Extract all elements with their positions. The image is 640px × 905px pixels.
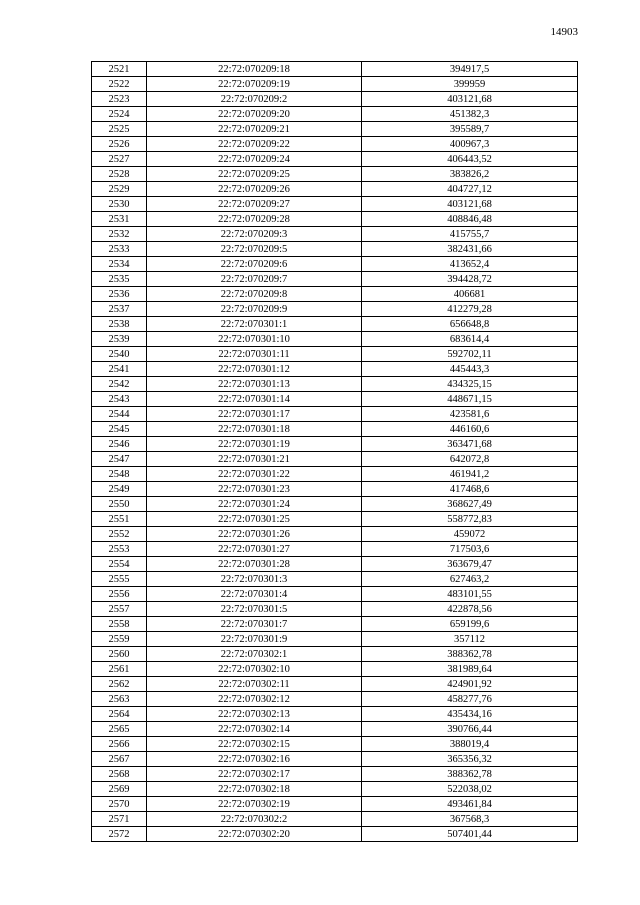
table-row (92, 167, 578, 182)
row-number-cell: 2564 (92, 707, 147, 722)
row-number-cell: 2560 (92, 647, 147, 662)
table-row (92, 437, 578, 452)
row-number-cell: 2540 (92, 347, 147, 362)
cadastral-number-cell: 22:72:070301:19 (147, 437, 362, 452)
row-number-cell: 2550 (92, 497, 147, 512)
cadastral-number-cell: 22:72:070301:7 (147, 617, 362, 632)
cadastral-number-cell: 22:72:070302:2 (147, 812, 362, 827)
row-number-cell: 2548 (92, 467, 147, 482)
table-row (92, 602, 578, 617)
cadastral-number-cell: 22:72:070302:20 (147, 827, 362, 842)
value-cell: 423581,6 (362, 407, 578, 422)
value-cell: 417468,6 (362, 482, 578, 497)
row-number-cell: 2566 (92, 737, 147, 752)
table-row (92, 287, 578, 302)
cadastral-number-cell: 22:72:070209:6 (147, 257, 362, 272)
row-number-cell: 2557 (92, 602, 147, 617)
table-row (92, 662, 578, 677)
value-cell: 394428,72 (362, 272, 578, 287)
cadastral-number-cell: 22:72:070302:14 (147, 722, 362, 737)
value-cell: 522038,02 (362, 782, 578, 797)
cadastral-number-cell: 22:72:070301:26 (147, 527, 362, 542)
row-number-cell: 2554 (92, 557, 147, 572)
value-cell: 656648,8 (362, 317, 578, 332)
value-cell: 424901,92 (362, 677, 578, 692)
cadastral-number-cell: 22:72:070209:5 (147, 242, 362, 257)
row-number-cell: 2559 (92, 632, 147, 647)
row-number-cell: 2555 (92, 572, 147, 587)
table-row (92, 587, 578, 602)
row-number-cell: 2568 (92, 767, 147, 782)
row-number-cell: 2541 (92, 362, 147, 377)
row-number-cell: 2522 (92, 77, 147, 92)
value-cell: 406443,52 (362, 152, 578, 167)
value-cell: 451382,3 (362, 107, 578, 122)
table-row (92, 257, 578, 272)
table-row (92, 707, 578, 722)
cadastral-number-cell: 22:72:070209:18 (147, 62, 362, 77)
row-number-cell: 2537 (92, 302, 147, 317)
page-number: 14903 (550, 26, 578, 38)
table-row (92, 182, 578, 197)
value-cell: 422878,56 (362, 602, 578, 617)
value-cell: 399959 (362, 77, 578, 92)
value-cell: 363471,68 (362, 437, 578, 452)
cadastral-number-cell: 22:72:070209:25 (147, 167, 362, 182)
row-number-cell: 2544 (92, 407, 147, 422)
row-number-cell: 2527 (92, 152, 147, 167)
cadastral-number-cell: 22:72:070301:10 (147, 332, 362, 347)
value-cell: 382431,66 (362, 242, 578, 257)
cadastral-number-cell: 22:72:070302:19 (147, 797, 362, 812)
row-number-cell: 2535 (92, 272, 147, 287)
row-number-cell: 2561 (92, 662, 147, 677)
row-number-cell: 2532 (92, 227, 147, 242)
table-row (92, 482, 578, 497)
cadastral-number-cell: 22:72:070302:18 (147, 782, 362, 797)
table-row (92, 722, 578, 737)
cadastral-number-cell: 22:72:070302:16 (147, 752, 362, 767)
value-cell: 363679,47 (362, 557, 578, 572)
row-number-cell: 2572 (92, 827, 147, 842)
cadastral-number-cell: 22:72:070302:13 (147, 707, 362, 722)
cadastral-number-cell: 22:72:070302:15 (147, 737, 362, 752)
value-cell: 408846,48 (362, 212, 578, 227)
cadastral-number-cell: 22:72:070301:1 (147, 317, 362, 332)
value-cell: 448671,15 (362, 392, 578, 407)
table-row (92, 347, 578, 362)
table-row (92, 92, 578, 107)
value-cell: 388362,78 (362, 767, 578, 782)
cadastral-number-cell: 22:72:070209:24 (147, 152, 362, 167)
row-number-cell: 2534 (92, 257, 147, 272)
table-row (92, 242, 578, 257)
row-number-cell: 2571 (92, 812, 147, 827)
row-number-cell: 2562 (92, 677, 147, 692)
value-cell: 394917,5 (362, 62, 578, 77)
table-row (92, 62, 578, 77)
table-row (92, 497, 578, 512)
row-number-cell: 2530 (92, 197, 147, 212)
table-row (92, 617, 578, 632)
cadastral-number-cell: 22:72:070301:21 (147, 452, 362, 467)
table-row (92, 407, 578, 422)
cadastral-number-cell: 22:72:070301:24 (147, 497, 362, 512)
value-cell: 390766,44 (362, 722, 578, 737)
cadastral-number-cell: 22:72:070209:9 (147, 302, 362, 317)
table-row (92, 197, 578, 212)
row-number-cell: 2539 (92, 332, 147, 347)
cadastral-number-cell: 22:72:070301:17 (147, 407, 362, 422)
row-number-cell: 2563 (92, 692, 147, 707)
table-row (92, 137, 578, 152)
cadastral-number-cell: 22:72:070209:27 (147, 197, 362, 212)
value-cell: 388019,4 (362, 737, 578, 752)
cadastral-number-cell: 22:72:070302:11 (147, 677, 362, 692)
value-cell: 435434,16 (362, 707, 578, 722)
table-row (92, 512, 578, 527)
value-cell: 558772,83 (362, 512, 578, 527)
row-number-cell: 2549 (92, 482, 147, 497)
table-row (92, 647, 578, 662)
row-number-cell: 2546 (92, 437, 147, 452)
row-number-cell: 2528 (92, 167, 147, 182)
value-cell: 388362,78 (362, 647, 578, 662)
table-row (92, 542, 578, 557)
cadastral-number-cell: 22:72:070301:13 (147, 377, 362, 392)
value-cell: 413652,4 (362, 257, 578, 272)
table-row (92, 527, 578, 542)
cadastral-number-cell: 22:72:070302:12 (147, 692, 362, 707)
table-row (92, 392, 578, 407)
value-cell: 367568,3 (362, 812, 578, 827)
table-row (92, 557, 578, 572)
value-cell: 357112 (362, 632, 578, 647)
cadastral-number-cell: 22:72:070209:19 (147, 77, 362, 92)
value-cell: 395589,7 (362, 122, 578, 137)
cadastral-number-cell: 22:72:070301:22 (147, 467, 362, 482)
value-cell: 461941,2 (362, 467, 578, 482)
cadastral-number-cell: 22:72:070301:5 (147, 602, 362, 617)
row-number-cell: 2525 (92, 122, 147, 137)
table-row (92, 692, 578, 707)
value-cell: 368627,49 (362, 497, 578, 512)
value-cell: 683614,4 (362, 332, 578, 347)
table-row (92, 122, 578, 137)
value-cell: 445443,3 (362, 362, 578, 377)
table-row (92, 77, 578, 92)
cadastral-number-cell: 22:72:070209:20 (147, 107, 362, 122)
table-row (92, 632, 578, 647)
cadastral-number-cell: 22:72:070302:1 (147, 647, 362, 662)
value-cell: 458277,76 (362, 692, 578, 707)
cadastral-number-cell: 22:72:070301:12 (147, 362, 362, 377)
row-number-cell: 2523 (92, 92, 147, 107)
value-cell: 381989,64 (362, 662, 578, 677)
table-row (92, 272, 578, 287)
value-cell: 415755,7 (362, 227, 578, 242)
row-number-cell: 2524 (92, 107, 147, 122)
row-number-cell: 2531 (92, 212, 147, 227)
value-cell: 627463,2 (362, 572, 578, 587)
value-cell: 403121,68 (362, 197, 578, 212)
row-number-cell: 2547 (92, 452, 147, 467)
cadastral-number-cell: 22:72:070302:17 (147, 767, 362, 782)
row-number-cell: 2567 (92, 752, 147, 767)
table-row (92, 677, 578, 692)
table-row (92, 782, 578, 797)
table-row (92, 107, 578, 122)
row-number-cell: 2551 (92, 512, 147, 527)
cadastral-number-cell: 22:72:070209:21 (147, 122, 362, 137)
row-number-cell: 2526 (92, 137, 147, 152)
value-cell: 383826,2 (362, 167, 578, 182)
value-cell: 483101,55 (362, 587, 578, 602)
value-cell: 400967,3 (362, 137, 578, 152)
cadastral-number-cell: 22:72:070301:23 (147, 482, 362, 497)
registry-table-body (92, 62, 578, 842)
value-cell: 406681 (362, 287, 578, 302)
cadastral-number-cell: 22:72:070301:28 (147, 557, 362, 572)
table-row (92, 572, 578, 587)
value-cell: 659199,6 (362, 617, 578, 632)
cadastral-number-cell: 22:72:070209:7 (147, 272, 362, 287)
row-number-cell: 2552 (92, 527, 147, 542)
table-row (92, 752, 578, 767)
row-number-cell: 2529 (92, 182, 147, 197)
cadastral-number-cell: 22:72:070301:4 (147, 587, 362, 602)
cadastral-number-cell: 22:72:070301:14 (147, 392, 362, 407)
table-row (92, 812, 578, 827)
value-cell: 459072 (362, 527, 578, 542)
table-row (92, 827, 578, 842)
value-cell: 403121,68 (362, 92, 578, 107)
cadastral-number-cell: 22:72:070209:26 (147, 182, 362, 197)
row-number-cell: 2556 (92, 587, 147, 602)
value-cell: 493461,84 (362, 797, 578, 812)
value-cell: 446160,6 (362, 422, 578, 437)
row-number-cell: 2545 (92, 422, 147, 437)
cadastral-number-cell: 22:72:070301:3 (147, 572, 362, 587)
value-cell: 412279,28 (362, 302, 578, 317)
cadastral-number-cell: 22:72:070209:3 (147, 227, 362, 242)
cadastral-number-cell: 22:72:070302:10 (147, 662, 362, 677)
cadastral-number-cell: 22:72:070301:27 (147, 542, 362, 557)
value-cell: 365356,32 (362, 752, 578, 767)
cadastral-number-cell: 22:72:070209:2 (147, 92, 362, 107)
cadastral-number-cell: 22:72:070301:25 (147, 512, 362, 527)
row-number-cell: 2569 (92, 782, 147, 797)
row-number-cell: 2538 (92, 317, 147, 332)
value-cell: 404727,12 (362, 182, 578, 197)
table-row (92, 152, 578, 167)
row-number-cell: 2542 (92, 377, 147, 392)
table-row (92, 737, 578, 752)
table-row (92, 227, 578, 242)
table-row (92, 317, 578, 332)
table-row (92, 362, 578, 377)
table-row (92, 377, 578, 392)
table-row (92, 767, 578, 782)
row-number-cell: 2536 (92, 287, 147, 302)
row-number-cell: 2565 (92, 722, 147, 737)
cadastral-number-cell: 22:72:070209:22 (147, 137, 362, 152)
table-row (92, 332, 578, 347)
table-row (92, 452, 578, 467)
value-cell: 717503,6 (362, 542, 578, 557)
cadastral-number-cell: 22:72:070301:11 (147, 347, 362, 362)
cadastral-number-cell: 22:72:070301:9 (147, 632, 362, 647)
value-cell: 434325,15 (362, 377, 578, 392)
cadastral-number-cell: 22:72:070209:8 (147, 287, 362, 302)
table-row (92, 302, 578, 317)
registry-table (91, 61, 578, 842)
table-row (92, 422, 578, 437)
row-number-cell: 2533 (92, 242, 147, 257)
row-number-cell: 2558 (92, 617, 147, 632)
table-row (92, 797, 578, 812)
row-number-cell: 2570 (92, 797, 147, 812)
value-cell: 592702,11 (362, 347, 578, 362)
row-number-cell: 2553 (92, 542, 147, 557)
value-cell: 642072,8 (362, 452, 578, 467)
row-number-cell: 2521 (92, 62, 147, 77)
cadastral-number-cell: 22:72:070209:28 (147, 212, 362, 227)
value-cell: 507401,44 (362, 827, 578, 842)
table-row (92, 212, 578, 227)
row-number-cell: 2543 (92, 392, 147, 407)
cadastral-number-cell: 22:72:070301:18 (147, 422, 362, 437)
table-row (92, 467, 578, 482)
